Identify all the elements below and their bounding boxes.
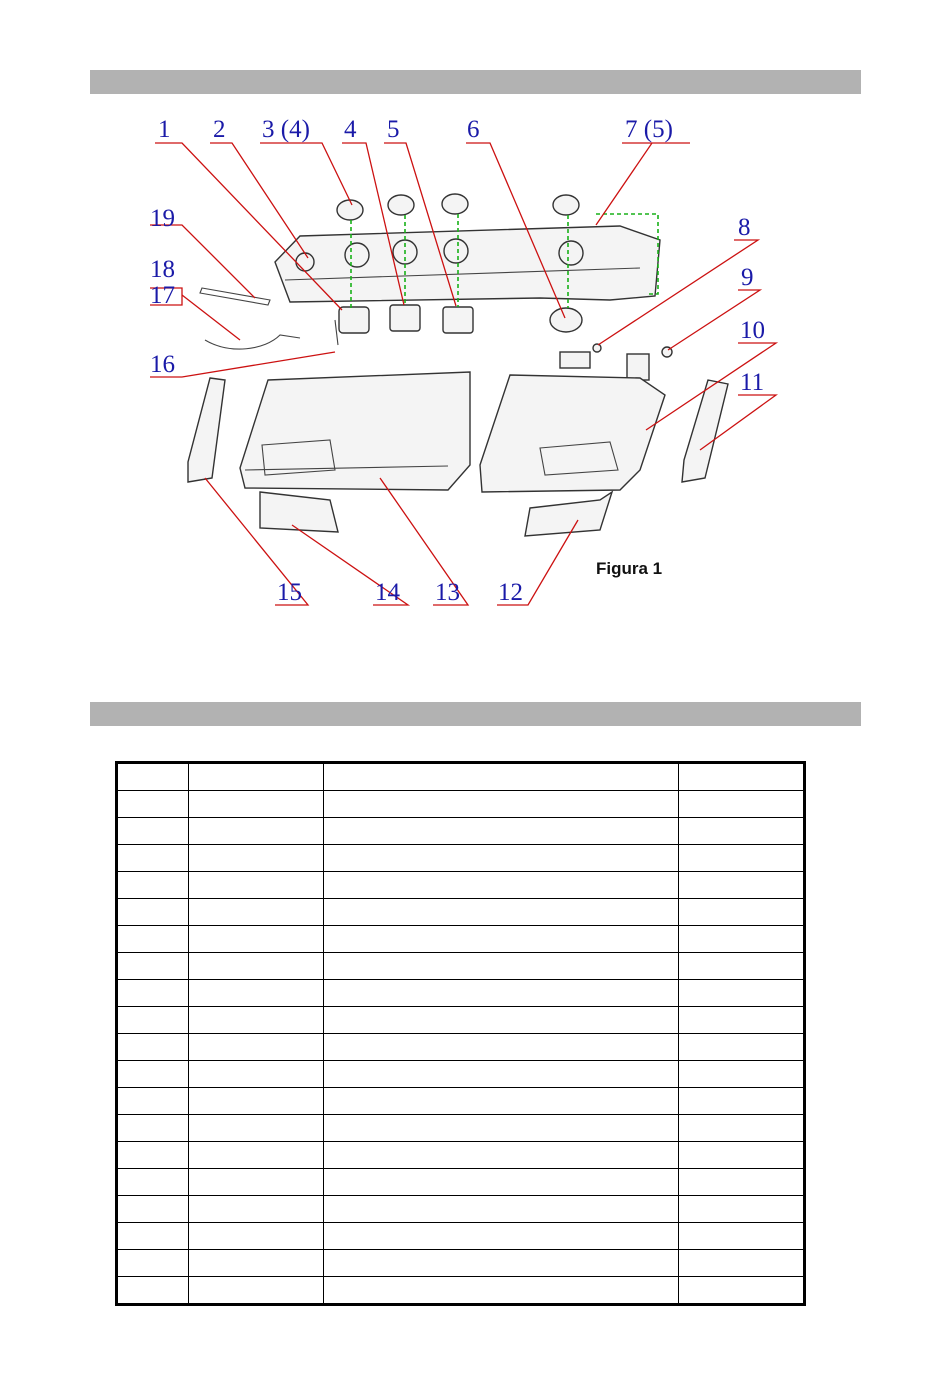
callout-1: 1 bbox=[158, 116, 171, 143]
callout-17: 17 bbox=[150, 282, 175, 309]
table-cell bbox=[189, 1088, 324, 1115]
table-cell bbox=[189, 926, 324, 953]
callout-18: 18 bbox=[150, 256, 175, 283]
table-cell bbox=[117, 1277, 189, 1305]
figure-caption: Figura 1 bbox=[596, 559, 663, 578]
table-row bbox=[117, 845, 805, 872]
right-side-strip bbox=[682, 380, 728, 482]
table-cell bbox=[189, 1007, 324, 1034]
table-cell bbox=[324, 1142, 679, 1169]
table-cell bbox=[679, 845, 805, 872]
table-cell bbox=[324, 1088, 679, 1115]
table-cell bbox=[324, 845, 679, 872]
table-cell bbox=[117, 845, 189, 872]
table-cell bbox=[189, 953, 324, 980]
table-cell bbox=[324, 899, 679, 926]
table-cell bbox=[679, 1250, 805, 1277]
callout-4: 4 bbox=[344, 116, 357, 143]
table-cell bbox=[117, 1250, 189, 1277]
table-cell bbox=[679, 1034, 805, 1061]
table-cell bbox=[117, 1061, 189, 1088]
callout-14: 14 bbox=[375, 579, 400, 606]
left-bottom-trim bbox=[260, 492, 338, 532]
table-cell bbox=[117, 953, 189, 980]
table-row bbox=[117, 1277, 805, 1305]
table-cell bbox=[189, 1034, 324, 1061]
table-cell bbox=[324, 1169, 679, 1196]
table-cell bbox=[117, 1088, 189, 1115]
right-bottom-trim bbox=[525, 492, 612, 536]
table-cell bbox=[189, 980, 324, 1007]
section-header-bar-bottom bbox=[90, 702, 861, 726]
table-cell bbox=[117, 791, 189, 818]
table-cell bbox=[324, 1250, 679, 1277]
table-cell bbox=[679, 1277, 805, 1305]
table-cell bbox=[189, 872, 324, 899]
hose bbox=[205, 335, 300, 349]
callout-7: 7 (5) bbox=[625, 116, 673, 143]
table-cell bbox=[189, 763, 324, 791]
table-cell bbox=[324, 791, 679, 818]
callout-5: 5 bbox=[387, 116, 400, 143]
table-row bbox=[117, 1196, 805, 1223]
table-cell bbox=[324, 926, 679, 953]
table-cell bbox=[117, 1223, 189, 1250]
table-cell bbox=[324, 980, 679, 1007]
table-cell bbox=[679, 1007, 805, 1034]
table-cell bbox=[679, 1142, 805, 1169]
table-cell bbox=[189, 1196, 324, 1223]
table-cell bbox=[679, 1169, 805, 1196]
table-cell bbox=[189, 1115, 324, 1142]
table-row bbox=[117, 763, 805, 791]
control-panel-housing bbox=[275, 226, 660, 302]
callout-9: 9 bbox=[741, 264, 754, 291]
table-cell bbox=[117, 899, 189, 926]
callout-19: 19 bbox=[150, 205, 175, 232]
table-cell bbox=[324, 1223, 679, 1250]
table-cell bbox=[189, 1061, 324, 1088]
callout-labels bbox=[150, 116, 765, 606]
table-cell bbox=[117, 763, 189, 791]
table-cell bbox=[117, 980, 189, 1007]
table-cell bbox=[189, 791, 324, 818]
table-cell bbox=[324, 1061, 679, 1088]
table-cell bbox=[679, 1088, 805, 1115]
table-cell bbox=[117, 1169, 189, 1196]
table-row bbox=[117, 1034, 805, 1061]
table-row bbox=[117, 1007, 805, 1034]
table-row bbox=[117, 953, 805, 980]
table-cell bbox=[679, 953, 805, 980]
table-row bbox=[117, 1115, 805, 1142]
table-cell bbox=[189, 845, 324, 872]
table-row bbox=[117, 980, 805, 1007]
table-cell bbox=[189, 1142, 324, 1169]
table-cell bbox=[117, 818, 189, 845]
table-cell bbox=[117, 872, 189, 899]
table-cell bbox=[117, 1142, 189, 1169]
table-cell bbox=[189, 1223, 324, 1250]
callout-13: 13 bbox=[435, 579, 460, 606]
left-lid bbox=[240, 372, 470, 490]
callout-2: 2 bbox=[213, 116, 226, 143]
table-cell bbox=[324, 1007, 679, 1034]
table-cell bbox=[679, 899, 805, 926]
callout-12: 12 bbox=[498, 579, 523, 606]
table-cell bbox=[117, 1034, 189, 1061]
table-cell bbox=[324, 818, 679, 845]
table-cell bbox=[679, 1115, 805, 1142]
table-cell bbox=[324, 1196, 679, 1223]
table-cell bbox=[324, 953, 679, 980]
table-row bbox=[117, 818, 805, 845]
table-cell bbox=[679, 1196, 805, 1223]
table-cell bbox=[324, 1277, 679, 1305]
table-row bbox=[117, 791, 805, 818]
table-cell bbox=[189, 1250, 324, 1277]
table-row bbox=[117, 1250, 805, 1277]
callout-16: 16 bbox=[150, 351, 175, 378]
table-cell bbox=[324, 1034, 679, 1061]
table-cell bbox=[679, 818, 805, 845]
parts-table bbox=[115, 761, 806, 1306]
callout-8: 8 bbox=[738, 214, 751, 241]
table-cell bbox=[189, 1169, 324, 1196]
switch-group bbox=[339, 305, 672, 380]
table-cell bbox=[189, 1277, 324, 1305]
table-row bbox=[117, 1142, 805, 1169]
table-row bbox=[117, 1223, 805, 1250]
left-side-strip bbox=[188, 378, 225, 482]
table-cell bbox=[117, 1196, 189, 1223]
table-cell bbox=[189, 899, 324, 926]
table-row bbox=[117, 872, 805, 899]
table-cell bbox=[324, 872, 679, 899]
callout-11: 11 bbox=[740, 369, 765, 396]
table-row bbox=[117, 926, 805, 953]
exploded-parts-diagram bbox=[0, 0, 950, 640]
table-cell bbox=[324, 763, 679, 791]
table-cell bbox=[679, 763, 805, 791]
table-cell bbox=[324, 1115, 679, 1142]
table-cell bbox=[679, 1223, 805, 1250]
callout-6: 6 bbox=[467, 116, 480, 143]
callout-3: 3 (4) bbox=[262, 116, 310, 143]
right-lid bbox=[480, 375, 665, 492]
table-cell bbox=[117, 1007, 189, 1034]
table-row bbox=[117, 1061, 805, 1088]
table-cell bbox=[679, 791, 805, 818]
table-row bbox=[117, 899, 805, 926]
callout-10: 10 bbox=[740, 317, 765, 344]
table-row bbox=[117, 1088, 805, 1115]
table-cell bbox=[679, 980, 805, 1007]
table-cell bbox=[679, 926, 805, 953]
table-cell bbox=[117, 926, 189, 953]
table-cell bbox=[679, 872, 805, 899]
table-row bbox=[117, 1169, 805, 1196]
table-cell bbox=[189, 818, 324, 845]
callout-15: 15 bbox=[277, 579, 302, 606]
table-cell bbox=[117, 1115, 189, 1142]
table-cell bbox=[679, 1061, 805, 1088]
